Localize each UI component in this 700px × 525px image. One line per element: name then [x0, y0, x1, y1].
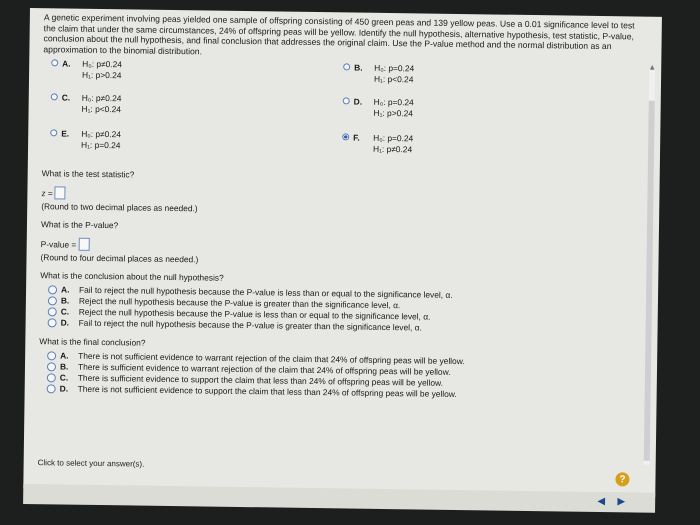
final-conclusion-option-c[interactable]: C. There is sufficient evidence to support the claim that less than 24% of offspring peas will be yellow. [47, 373, 635, 392]
null-conclusion-option-a[interactable]: A. Fail to reject the null hypothesis because the P-value is less than or equal to the significance level, α. [48, 285, 636, 304]
test-statistic-note: (Round to two decimal places as needed.) [41, 201, 198, 214]
null-conclusion-question: What is the conclusion about the null hypothesis? [40, 270, 224, 284]
hypothesis-choice-c[interactable]: C. H₀: p≠0.24 H₁: p<0.24 [51, 93, 122, 116]
radio-button[interactable] [343, 98, 350, 105]
p-value-question: What is the P-value? [40, 219, 119, 231]
final-conclusion-option-b[interactable]: B. There is sufficient evidence to warrant rejection of the claim that 24% of offspring peas will be yellow. [47, 362, 635, 381]
previous-arrow-icon[interactable]: ◀ [597, 495, 606, 508]
hypothesis-choice-f[interactable]: F. H₀: p=0.24 H₁: p≠0.24 [342, 133, 413, 156]
radio-button[interactable] [51, 60, 58, 67]
test-statistic-question: What is the test statistic? [41, 168, 135, 180]
navigation-bar [23, 484, 655, 513]
footer-instruction: Click to select your answer(s). [37, 458, 145, 469]
radio-button-selected[interactable] [342, 134, 349, 141]
question-text: A genetic experiment involving peas yielded one sample of offspring consisting of 450 green peas and 139 yellow peas. Use a 0.01 significance level to test the claim that under the same circumstances, 24% of offspring peas will be yellow. Identify the null hypothesis, alternative hypothesis, test statistic, P-value, conclusion about the null hypothesis, and final conclusion that addresses the original claim. Use the P-value method and the normal distribution as an approximation to the binomial distribution. [43, 12, 635, 57]
next-arrow-icon[interactable]: ▶ [617, 496, 626, 508]
final-conclusion-option-d[interactable]: D. There is not sufficient evidence to support the claim that less than 24% of offspring peas will be yellow. [47, 384, 635, 403]
hypothesis-choice-d[interactable]: D. H₀: p=0.24 H₁: p>0.24 [342, 97, 413, 120]
final-conclusion-option-a[interactable]: A. There is not sufficient evidence to warrant rejection of the claim that 24% of offspring peas will be yellow. [47, 351, 635, 370]
final-conclusion-question: What is the final conclusion? [39, 336, 146, 349]
hypothesis-choice-e[interactable]: E. H₀: p≠0.24 H₁: p=0.24 [50, 129, 121, 152]
scroll-up-icon[interactable]: ▲ [648, 62, 657, 72]
p-value-section [40, 220, 637, 271]
null-conclusion-option-b[interactable]: B. Reject the null hypothesis because the P-value is greater than the significance level, α. [48, 296, 636, 315]
help-button[interactable]: ? [615, 472, 629, 486]
null-conclusion-option-d[interactable]: D. Fail to reject the null hypothesis because the P-value is greater than the significance level, α. [48, 318, 636, 337]
hypothesis-choices [42, 57, 639, 169]
radio-button[interactable] [48, 319, 57, 328]
radio-button[interactable] [51, 94, 58, 101]
test-statistic-label: z = [41, 188, 53, 199]
radio-button[interactable] [47, 352, 56, 361]
hypothesis-choice-a[interactable]: A. H₀: p≠0.24 H₁: p>0.24 [51, 59, 122, 82]
test-statistic-section [41, 169, 638, 220]
test-statistic-input[interactable] [55, 187, 66, 200]
radio-button[interactable] [47, 374, 56, 383]
radio-button[interactable] [47, 363, 56, 372]
question-content [39, 12, 640, 403]
final-conclusion-section [39, 337, 636, 403]
p-value-input[interactable] [78, 238, 89, 251]
p-value-label: P-value = [40, 239, 77, 250]
radio-button[interactable] [48, 286, 57, 295]
radio-button[interactable] [47, 385, 56, 394]
radio-button[interactable] [48, 297, 57, 306]
p-value-note: (Round to four decimal places as needed.) [40, 252, 199, 265]
radio-button[interactable] [50, 130, 57, 137]
radio-button[interactable] [343, 64, 350, 71]
hypothesis-choice-b[interactable]: B. H₀: p=0.24 H₁: p<0.24 [343, 63, 414, 86]
null-conclusion-section [40, 271, 637, 337]
radio-button[interactable] [48, 308, 57, 317]
screen [23, 8, 662, 508]
scrollbar-thumb[interactable] [644, 101, 655, 461]
null-conclusion-option-c[interactable]: C. Reject the null hypothesis because the P-value is less than or equal to the significance level, α. [48, 307, 636, 326]
